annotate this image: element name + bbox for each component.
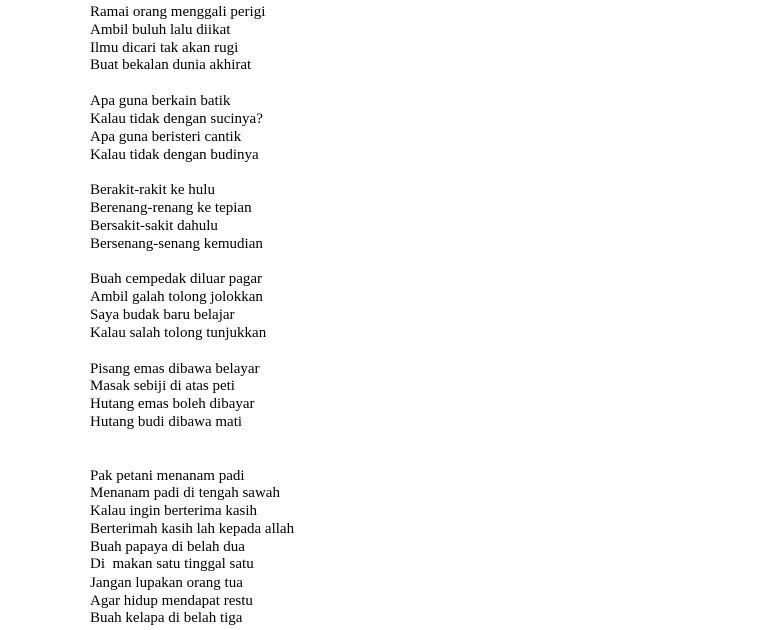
pantun-line: Ambil buluh lalu diikat [90, 22, 231, 38]
pantun-line: Kalau salah tolong tunjukkan [90, 325, 267, 341]
pantun-line: Apa guna berkain batik [90, 93, 231, 109]
pantun-line: Masak sebiji di atas peti [90, 378, 235, 394]
pantun-line: Di makan satu tinggal satu [90, 556, 254, 572]
pantun-line: Pak petani menanam padi [90, 468, 245, 484]
pantun-line: Buah kelapa di belah tiga [90, 610, 243, 626]
pantun-line: Berterimah kasih lah kepada allah [90, 521, 295, 537]
pantun-line: Saya budak baru belajar [90, 307, 235, 323]
pantun-line: Ramai orang menggali perigi [90, 4, 266, 20]
pantun-line: Bersenang-senang kemudian [90, 236, 263, 252]
pantun-line: Kalau tidak dengan sucinya? [90, 111, 263, 127]
pantun-line: Berakit-rakit ke hulu [90, 182, 215, 198]
pantun-line: Pisang emas dibawa belayar [90, 361, 260, 377]
pantun-line: Buah papaya di belah dua [90, 539, 245, 555]
pantun-line: Ilmu dicari tak akan rugi [90, 40, 239, 56]
pantun-line: Apa guna beristeri cantik [90, 129, 242, 145]
pantun-line: Menanam padi di tengah sawah [90, 485, 280, 501]
pantun-line: Kalau ingin berterima kasih [90, 503, 258, 519]
pantun-line: Bersakit-sakit dahulu [90, 218, 218, 234]
pantun-line: Agar hidup mendapat restu [90, 593, 253, 609]
pantun-line: Berenang-renang ke tepian [90, 200, 252, 216]
pantun-line: Hutang budi dibawa mati [90, 414, 243, 430]
pantun-line: Hutang emas boleh dibayar [90, 396, 255, 412]
pantun-line: Ambil galah tolong jolokkan [90, 289, 263, 305]
pantun-line: Buah cempedak diluar pagar [90, 271, 263, 287]
pantun-line: Buat bekalan dunia akhirat [90, 57, 252, 73]
pantun-line: Jangan lupakan orang tua [90, 575, 243, 591]
pantun-line: Kalau tidak dengan budinya [90, 147, 259, 163]
